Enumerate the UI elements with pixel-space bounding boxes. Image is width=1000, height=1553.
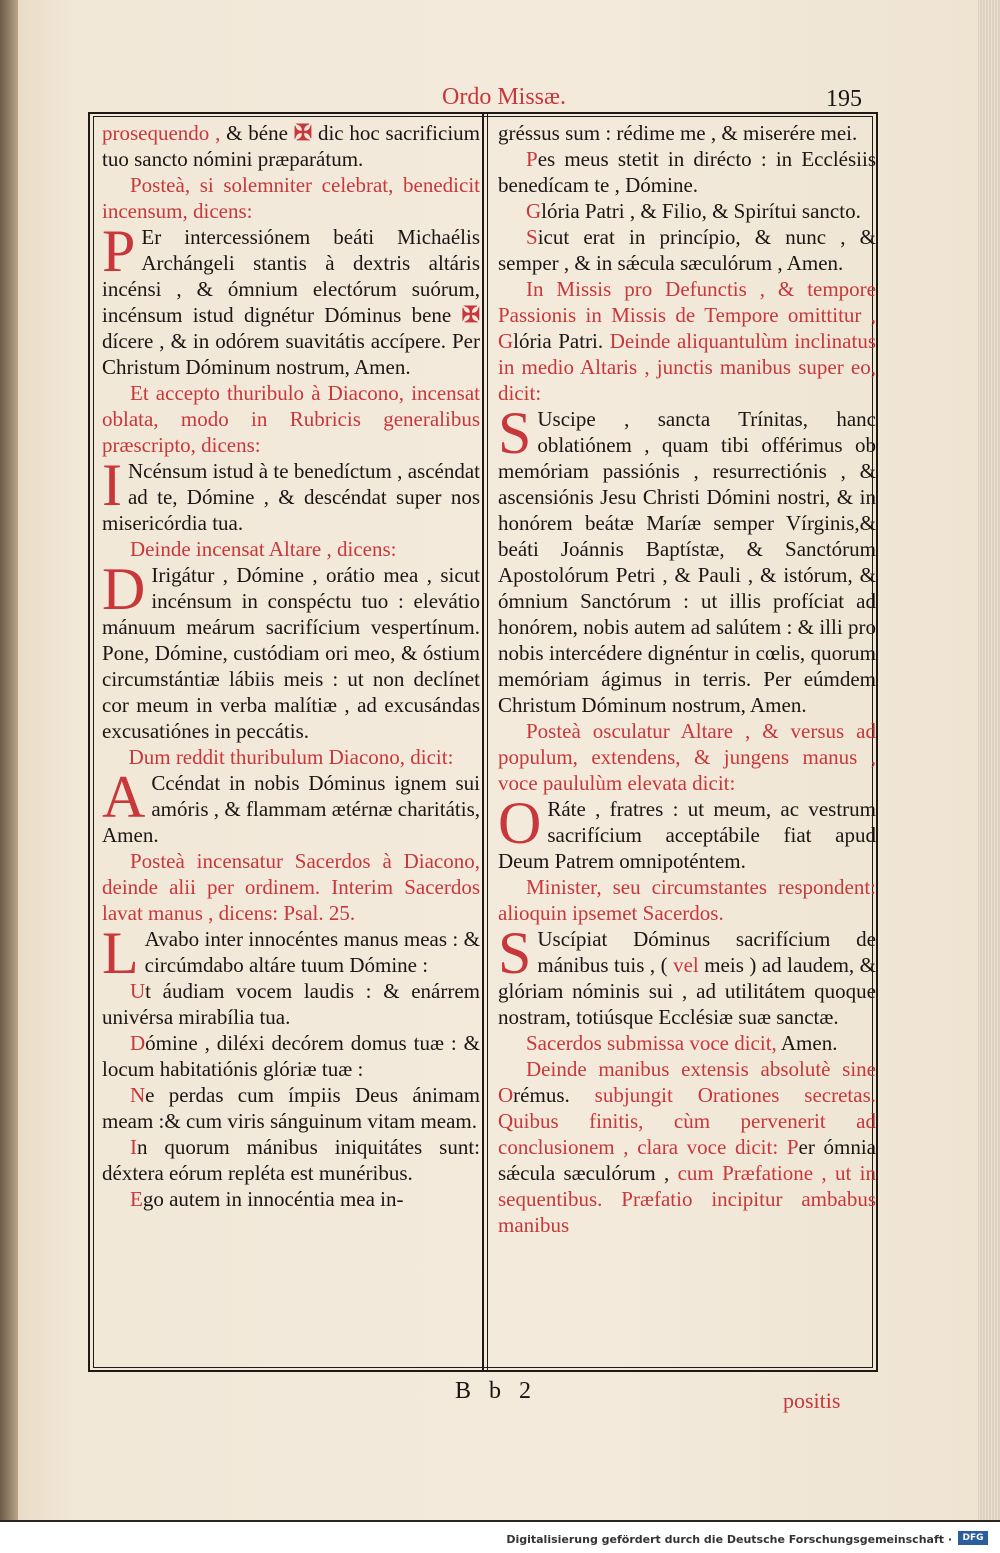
drop-initial: S <box>498 920 532 986</box>
rubric-run: prosequendo , <box>102 121 221 145</box>
page-edges <box>978 0 1000 1520</box>
text-run: e perdas cum ímpiis Deus ánimam meam :& cum viris sánguinum vitam meam. <box>102 1083 480 1133</box>
text-run: go autem in innocéntia mea in- <box>142 1187 404 1211</box>
drop-initial: O <box>498 790 542 856</box>
cross-icon: ✠ <box>293 120 313 145</box>
prayer-paragraph <box>102 218 480 380</box>
verse-initial: G <box>526 199 542 223</box>
drop-initial: D <box>102 556 146 622</box>
text-run: lória Patri , & Filio, & Spirítui sancto. <box>541 199 861 223</box>
text-run: dic hoc sacrificium tuo sancto nómini præparátum. <box>102 121 480 171</box>
prayer-paragraph <box>102 920 480 986</box>
verse-paragraph <box>102 1186 480 1212</box>
mixed-paragraph <box>498 1030 876 1056</box>
text-run: Amen. <box>780 1031 838 1055</box>
verse-paragraph <box>102 1030 480 1082</box>
text-run: Irigátur , Dómine , orátio mea , sicut incénsum in conspéctu tuo : elevátio mánuum meárum sacrifícium vespertínum. Pone, Dómine, custódiam ori meo, & óstium circumstántiæ lábiis meis : ut non declínet cor meum in verba malítiæ , ad excusándas excusatiónes in peccátis. <box>102 563 480 743</box>
text-run: Avabo inter innocéntes manus meas : & circúmdabo altáre tuum Dómine : <box>144 927 480 977</box>
column-divider <box>482 114 484 1370</box>
drop-initial: I <box>102 452 122 518</box>
verse-initial: U <box>130 979 146 1003</box>
prayer-paragraph <box>102 556 480 744</box>
rubric-run: Deinde manibus extensis absolutè sine <box>526 1057 876 1081</box>
rubric-paragraph: Et accepto thuribulo à Diacono, incensat oblata, modo in Rubricis generalibus præscripto, dicens: <box>102 381 480 457</box>
text-run: Er intercessiónem beáti Michaélis Archángeli stantis à dextris altáris incénsi , & ómnium electórum suórum, incénsum istud dignétur Dóminus bene <box>102 225 480 327</box>
signature-mark: B b 2 <box>455 1378 538 1404</box>
book-spine <box>0 0 18 1520</box>
text-run: Uscipe , sancta Trínitas, hanc oblatiónem , quam tibi offérimus ob memóriam passiónis , resurrectiónis , & ascensiónis Jesu Christi Dómini nostri, & in honórem beátæ Maríæ semper Vírginis,& beáti Joánnis Baptístæ, & Sanctórum Apostolórum Petri , & Pauli , & istórum, & ómnium Sanctórum : ut illis profíciat ad honórem, nobis autem ad salútem : & illi pro nobis intercédere dignéntur in cœlis, quorum memóriam ágimus in terris. Per eúmdem Christum Dóminum nostrum, Amen. <box>498 407 876 717</box>
text-run: er ómnia sǽcula sæculórum , <box>498 1135 876 1185</box>
verse-paragraph <box>102 978 480 1030</box>
verse-paragraph <box>498 146 876 198</box>
verse-initial: P <box>526 147 538 171</box>
text-run: gréssus sum : rédime me , & miserére mei. <box>498 121 858 145</box>
mixed-paragraph <box>498 1056 876 1238</box>
text-run: es meus stetit in dirécto : in Ecclésiis benedícam te , Dómine. <box>498 147 876 197</box>
text-run: Ncénsum istud à te benedíctum , ascéndat ad te, Dómine , & descéndat super nos misericórdia tua. <box>102 459 480 535</box>
text-run: ómine , diléxi decórem domus tuæ : & locum habitatiónis glóriæ tuæ : <box>102 1031 480 1081</box>
verse-initial: E <box>130 1187 143 1211</box>
text-run: lória Patri. <box>513 329 604 353</box>
catchword: positis <box>783 1388 841 1413</box>
verse-initial: D <box>130 1031 146 1055</box>
prayer-paragraph <box>498 400 876 718</box>
right-column <box>498 120 876 1238</box>
rubric-paragraph: Posteà, si solemniter celebrat, benedicit incensum, dicens: <box>102 173 480 223</box>
rubric-paragraph: Posteà osculatur Altare , & versus ad populum, extendens, & jungens manus , voce paululùm elevata dicit: <box>498 719 876 795</box>
prayer-paragraph <box>498 920 877 1030</box>
rubric-run: cum Præfatione , ut in sequentibus. Præfatio incipitur ambabus manibus <box>498 1161 876 1237</box>
left-column <box>102 120 480 1212</box>
text-run: Ccéndat in nobis Dóminus ignem sui amóris , & flammam ætérnæ charitátis, Amen. <box>102 771 480 847</box>
drop-initial: S <box>498 400 532 466</box>
prayer-paragraph <box>102 764 480 848</box>
drop-initial: L <box>102 920 139 986</box>
text-run: t áudiam vocem laudis : & enárrem univérsa mirabília tua. <box>102 979 480 1029</box>
text-run: meis ) ad laudem, & glóriam nóminis sui , ad utilitátem quoque nostram, totiúsque Ecclésiæ suæ sanctæ. <box>498 953 877 1029</box>
drop-initial: A <box>102 764 146 830</box>
rubric-run: In Missis pro Defunctis , & tempore Passionis in Missis de Tempore omittitur , <box>498 277 876 327</box>
prayer-paragraph <box>102 452 480 536</box>
text-run: n quorum mánibus iniquitátes sunt: déxtera eórum repléta est munéribus. <box>102 1135 480 1185</box>
verse-paragraph <box>498 198 876 224</box>
text-paragraph <box>498 120 876 146</box>
verse-paragraph <box>498 224 876 276</box>
drop-initial: P <box>102 218 136 284</box>
page-number: 195 <box>826 86 862 112</box>
rubric-run: O <box>498 1083 514 1107</box>
prayer-paragraph <box>498 790 876 874</box>
rubric-paragraph: Deinde incensat Altare , dicens: <box>130 537 397 561</box>
text-run: & béne <box>220 121 294 145</box>
rubric-paragraph: Posteà incensatur Sacerdos à Diacono, deinde alii per ordinem. Interim Sacerdos lavat manus , dicens: Psal. 25. <box>102 849 480 925</box>
digitization-credit: Digitalisierung gefördert durch die Deutsche Forschungsgemeinschaft · <box>506 1533 952 1546</box>
verse-paragraph <box>102 1082 480 1134</box>
verse-initial: S <box>526 225 538 249</box>
text-run: Uscípiat Dóminus sacrifícium de mánibus tuis , ( <box>537 927 876 977</box>
cross-icon: ✠ <box>461 302 480 327</box>
rubric-paragraph: Dum reddit thuribulum Diacono, dicit: <box>128 745 454 769</box>
mixed-paragraph <box>498 276 876 406</box>
rubric-paragraph: Minister, seu circumstantes respondent: alioquin ipsemet Sacerdos. <box>498 875 876 925</box>
verse-initial: N <box>130 1083 146 1107</box>
rubric-run: G <box>498 329 514 353</box>
dfg-logo-icon: DFG <box>958 1531 988 1545</box>
text-paragraph <box>102 120 480 172</box>
text-run: dícere , & in odórem suavitátis accípere. Per Christum Dóminum nostrum, Amen. <box>102 329 480 379</box>
verse-paragraph <box>102 1134 480 1186</box>
running-title: Ordo Missæ. <box>442 84 567 110</box>
rubric-run: subjungit Orationes secretas. Quibus finitis, cùm pervenerit ad conclusionem , clara voce dicit: <box>498 1083 876 1159</box>
rubric-run: Sacerdos submissa voce dicit, <box>526 1031 781 1055</box>
rubric-run: vel <box>673 953 699 977</box>
text-run: rémus. <box>513 1083 570 1107</box>
verse-initial: I <box>130 1135 137 1159</box>
text-run: icut erat in princípio, & nunc , & semper , & in sǽcula sæculórum , Amen. <box>498 225 876 275</box>
column-divider-inner <box>487 114 488 1370</box>
rubric-run: P <box>786 1135 799 1159</box>
text-run: Ráte , fratres : ut meum, ac vestrum sacrifícium acceptábile fiat apud Deum Patrem omnipoténtem. <box>498 797 876 873</box>
rubric-run: Deinde aliquantulùm inclinatus in medio Altaris , junctis manibus super eo, dicit: <box>498 329 876 405</box>
